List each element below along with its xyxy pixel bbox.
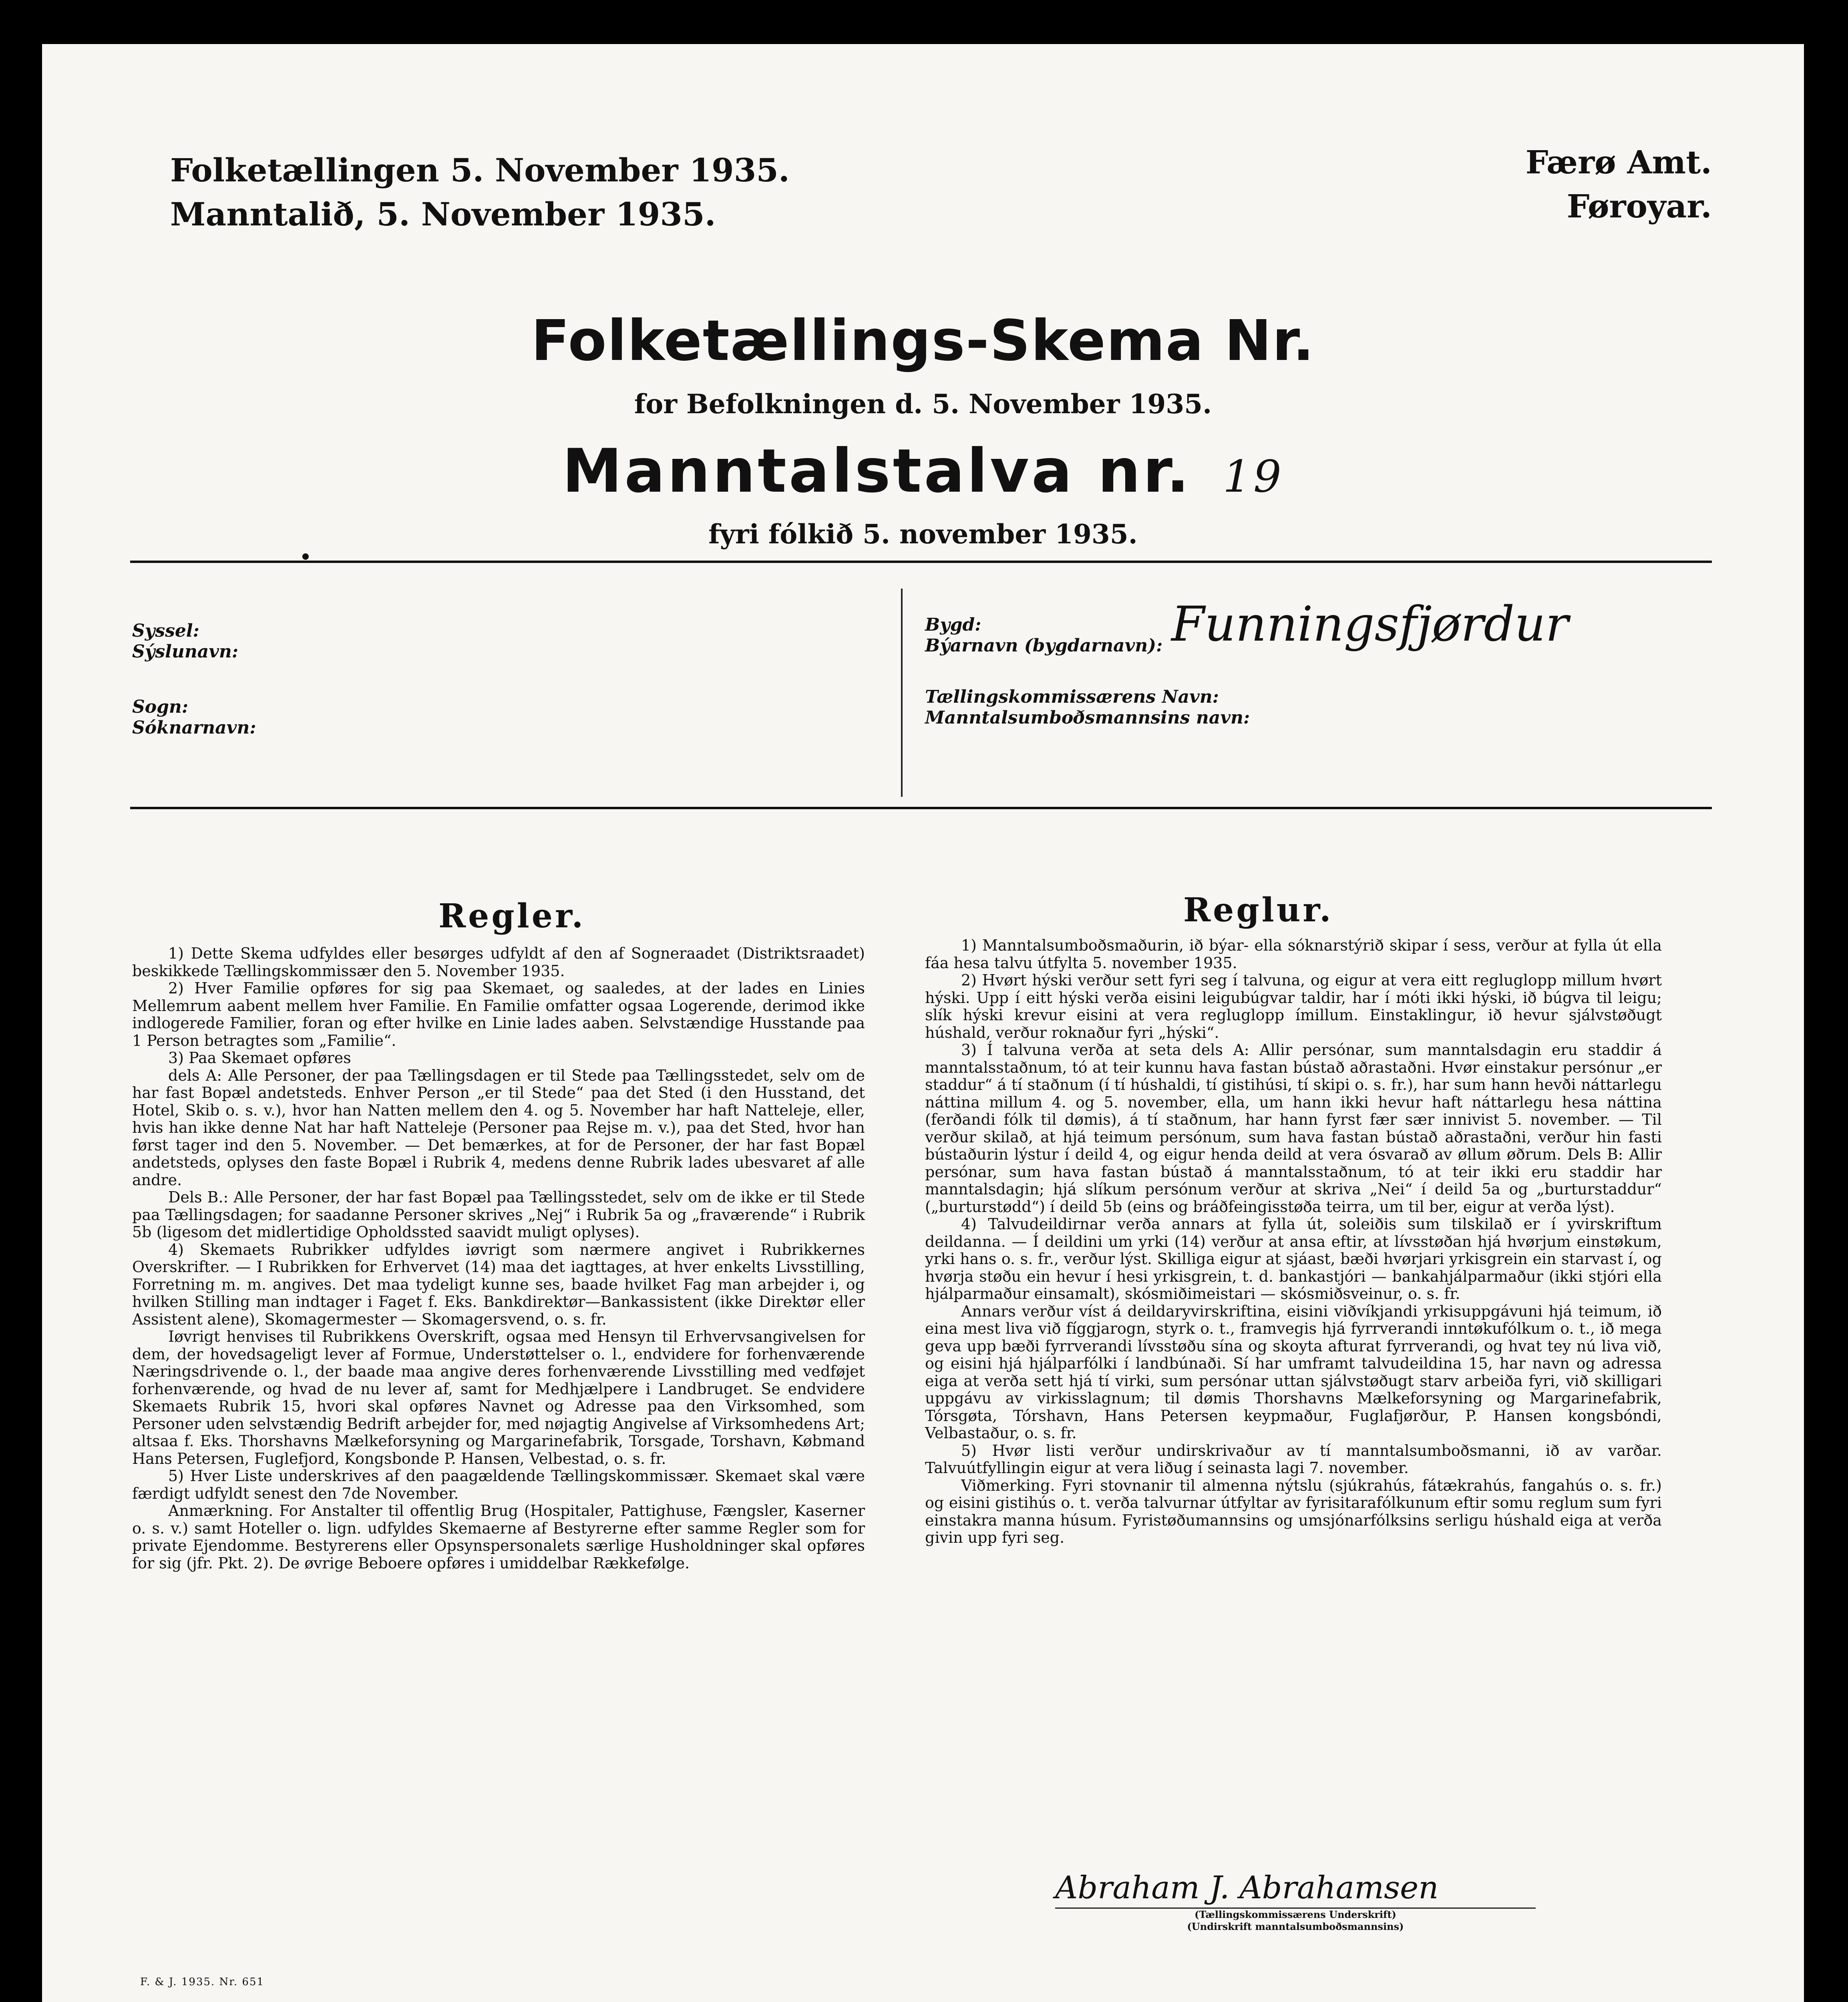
syssel-field [132,621,238,662]
header-title-fo: Manntalið, 5. November 1935. [170,195,716,233]
lower-divider [130,807,1712,809]
form-title-da: Folketællings-Skema Nr. [531,308,1315,374]
form-title-fo-text: Manntalstalva nr. [562,436,1192,506]
rule-da-4b: Iøvrigt henvises til Rubrikkens Overskrift, ogsaa med Hensyn til Erhvervsangivelsen for dem, der hovedsageligt lever af Formue, Understøttelser o. l., endvidere for forhenværende Næringsdrivende o. l., der baade maa angive deres forhenværende Livsstilling med vedføjet forhenværende, og hvad de nu lever af, samt for Medhjælpere i Landbruget. Se endvidere Skemaets Rubrik 15, hvori skal opføres Navnet og Adresse paa den Virksomhed, som Personer uden selvstændig Bedrift arbejder for, med nøjagtig Angivelse af Virksomhedens Art; altsaa f. Eks. Thorshavns Mælkeforsyning og Margarinefabrik, Torsgade, Torshavn, Købmand Hans Petersen, Fuglefjord, Kongsbonde P. Hansen, Velbestad, o. s. fr. [132,1328,865,1467]
rule-da-3b: Dels B.: Alle Personer, der har fast Bopæl paa Tællingsstedet, selv om de ikke er til Stede paa Tællingsdagen; for saadanne Personer skrives „Nej“ i Rubrik 5a og „fraværende“ i Rubrik 5b (ligesom det midlertidige Opholdssted saavidt muligt oplyses). [132,1188,865,1241]
header-title-da: Folketællingen 5. November 1935. [170,151,790,189]
rule-fo-5: 5) Hvør listi verður undirskrivaður av tí manntalsumboðsmanni, ið av varðar. Talvuútfyllingin eigur at vera liðug í seinasta lagi 7. november. [925,1441,1662,1477]
rule-da-3: 3) Paa Skemaet opføres [168,1049,351,1067]
form-subtitle-da: for Befolkningen d. 5. November 1935. [634,388,1212,420]
umbodsmann-label: Manntalsumboðsmannsins navn: [925,708,1250,728]
sogn-label: Sogn: [132,697,189,717]
rules-column-fo [925,937,1662,1547]
signature-block [1055,1870,1536,1933]
rule-da-note: Anmærkning. For Anstalter til offentlig Brug (Hospitaler, Pattighuse, Fængsler, Kaserner o. s. v.) samt Hoteller o. lign. udfyldes Skemaerne af Bestyrerne efter samme Regler som for private Ejendomme. Bestyrerens eller Opsynspersonalets særlige Husholdninger skal opføres for sig (jfr. Pkt. 2). De øvrige Beboere opføres i umiddelbar Rækkefølge. [132,1502,865,1572]
kommissaer-field [925,687,1250,728]
rule-fo-3: 3) Í talvuna verða at seta dels A: Allir persónar, sum manntalsdagin eru staddir á manntalsstaðnum, tó at teir kunnu hava fastan bústað aðrastaðni. Hvør einstakur persónur „er staddur“ á tí staðnum (í tí húshaldi, tí gistihúsi, tí skipi o. s. fr.), har sum hann hevði náttarlegu náttina millum 4. og 5. november, ella, um hann ikki hevur haft náttarlegu hesa náttina (ferðandi fólk til dømis), á tí staðnum, har hann fyrst fær sær innivist 5. november. — Til verður skilað, at hjá teimum persónum, sum hava fastan bústað aðrastaðni, verður hin fasti bústaðurin lýstur í deild 4, og eigur henda deild at vera ósvarað av øllum øðrum. Dels B: Allir persónar, sum hava fastan bústað á manntalsstaðnum, tó at teir ikki eru staddir har manntalsdagin; hjá slíkum persónum verður at skriva „Nei“ í deild 5a og „burturstaddur“ („burturstødd“) í deild 5b (eins og bráðfeingisstøða teirra, um til ber, eigur at verða lýst). [925,1041,1662,1216]
header-right [1504,140,1712,228]
header-left [170,148,790,236]
census-form-sheet [42,44,1804,2002]
rule-da-1: 1) Dette Skema udfyldes eller besørges udfyldt af den af Sogneraadet (Distriktsraadet) beskikkede Tællingskommissær den 5. November 1935. [132,945,865,980]
bygd-handwritten-value: Funningsfjørdur [1171,597,1568,652]
rule-da-2: 2) Hver Familie opføres for sig paa Skemaet, og saaledes, at der lades en Linies Mellemrum aabent mellem hver Familie. En Familie omfatter ogsaa Logerende, derimod ikke indlogerede Familier, foran og efter hvilke en Linie lades aaben. Selvstændige Husstande paa 1 Person betragtes som „Familie“. [132,979,865,1049]
header-county-da: Færø Amt. [1525,143,1712,181]
rule-fo-4: 4) Talvudeildirnar verða annars at fylla út, soleiðis sum tilskilað er í yvirskriftum deildanna. — Í deildini um yrki (14) verður at ansa eftir, at lívsstøðan hjá hvørjum einstøkum, yrki hans o. s. fr., verður lýst. Skilliga eigur at sjáast, bæði hvørjari yrkisgrein ein starvast í, og hvørja støðu ein hevur í hesi yrkisgrein, t. d. bankastjóri — bankahjálparmaður (ikki stjóri ella hjálparmaður einsamalt), skósmiðimeistari — skósmiðsveinur, o. s. fr. [925,1215,1662,1303]
form-title-fo [42,436,1804,506]
rule-fo-note: Viðmerking. Fyri stovnanir til almenna nýtslu (sjúkrahús, fátækrahús, fangahús o. s. fr.) og eisini gistihús o. t. verða talvurnar útfyltar av fyrisitarafólkunum eftir somu reglum sum fyri einstakra manna húsum. Fyristøðumannsins og umsjónarfólksins serligu húshald eiga at verða givin upp fyri seg. [925,1476,1662,1546]
soknarnavn-label: Sóknarnavn: [132,718,256,738]
rules-heading-fo: Reglur. [1183,891,1333,929]
rule-da-3a: dels A: Alle Personer, der paa Tællingsdagen er til Stede paa Tællingsstedet, selv om de har fast Bopæl andetsteds. Enhver Person „er til Stede“ paa det Sted (i den Husstand, det Hotel, Skib o. s. v.), hvor han Natten mellem den 4. og 5. November har haft Natteleje, eller, hvis han ikke denne Nat har haft Natteleje (Personer paa Rejse m. v.), paa det Sted, hvor han først tager ind den 5. November. — Det bemærkes, at for de Personer, der har fast Bopæl andetsteds, oplyses den faste Bopæl i Rubrik 4, medens denne Rubrik lades ubesvaret af alle andre. [132,1066,865,1189]
field-column-divider [901,589,903,797]
header-county-fo: Føroyar. [1566,187,1712,225]
form-number-handwritten: 19 [1223,451,1284,502]
signature-caption-fo: (Undirskrift manntalsumboðsmannsins) [1187,1921,1404,1932]
syslunavn-label: Sýslunavn: [132,641,239,662]
upper-divider [130,561,1712,563]
bygd-field [925,615,1162,656]
rule-fo-1: 1) Manntalsumboðsmaðurin, ið býar- ella sóknarstýrið skipar í sess, verður at fylla út ella fáa hesa talvu útfylta 5. november 1935. [925,937,1662,972]
bygd-label: Bygd: [925,615,981,635]
byarnavn-label: Býarnavn (bygdarnavn): [925,635,1163,656]
signature-caption-da: (Tællingskommissærens Underskrift) [1194,1909,1396,1920]
rules-column-da [132,945,865,1572]
kommissaer-label: Tællingskommissærens Navn: [925,687,1219,707]
rule-fo-2: 2) Hvørt hýski verður sett fyri seg í talvuna, og eigur at vera eitt regluglopp millum hvørt hýski. Upp í eitt hýski verða eisini leigubúgvar taldir, har í móti ikki hýski, ið búgva til leigu; slík hýski krevur eisini at vera regluglopp ímillum. Einstaklingur, ið hevur sjálvstøðugt húshald, verður roknaður fyri „hýski“. [925,971,1662,1041]
rules-heading-da: Regler. [438,897,586,935]
signature-handwritten: Abraham J. Abrahamsen [1055,1870,1536,1909]
form-subtitle-fo: fyri fólkið 5. november 1935. [708,519,1138,550]
printer-mark: F. & J. 1935. Nr. 651 [140,1976,265,1988]
rule-da-5: 5) Hver Liste underskrives af den paagældende Tællingskommissær. Skemaet skal være færdigt udfyldt senest den 7de November. [132,1467,865,1502]
dot-mark [302,553,309,560]
rule-fo-4b: Annars verður víst á deildaryvirskriftina, eisini viðvíkjandi yrkisuppgávuni hjá teimum, ið eina mest liva við fíggjarogn, styrk o. t., framvegis hjá fyrrverandi inntøkufólkum o. t., ið mega geva upp bæði fyrrverandi lívsstøðu sína og skoyta afturat fyrrverandi, og hvat tey nú liva við, og eisini hjá hjálparfólki í landbúnaði. Sí har umframt talvudeildina 15, har navn og adressa eiga at verða sett hjá tí virki, sum persónar uttan sjálvstøðugt starv arbeiða fyri, við skilligari uppgávu av virkisslagnum; til dømis Thorshavns Mælkeforsyning og Margarinefabrik, Tórsgøta, Tórshavn, Hans Petersen keypmaður, Fuglafjørður, P. Hansen kongsbóndi, Velbastaður, o. s. fr. [925,1302,1662,1442]
syssel-label: Syssel: [132,621,199,641]
rule-da-4: 4) Skemaets Rubrikker udfyldes iøvrigt som nærmere angivet i Rubrikkernes Overskrifter. — I Rubrikken for Erhvervet (14) maa det iagttages, at hver enkelts Livsstilling, Forretning m. m. angives. Det maa tydeligt kunne ses, baade hvilket Fag man arbejder i, og hvilken Stilling man indtager i Faget f. Eks. Bankdirektør—Bankassistent (ikke Direktør eller Assistent alene), Skomagermester — Skomagersvend, o. s. fr. [132,1240,865,1328]
sogn-field [132,697,256,738]
